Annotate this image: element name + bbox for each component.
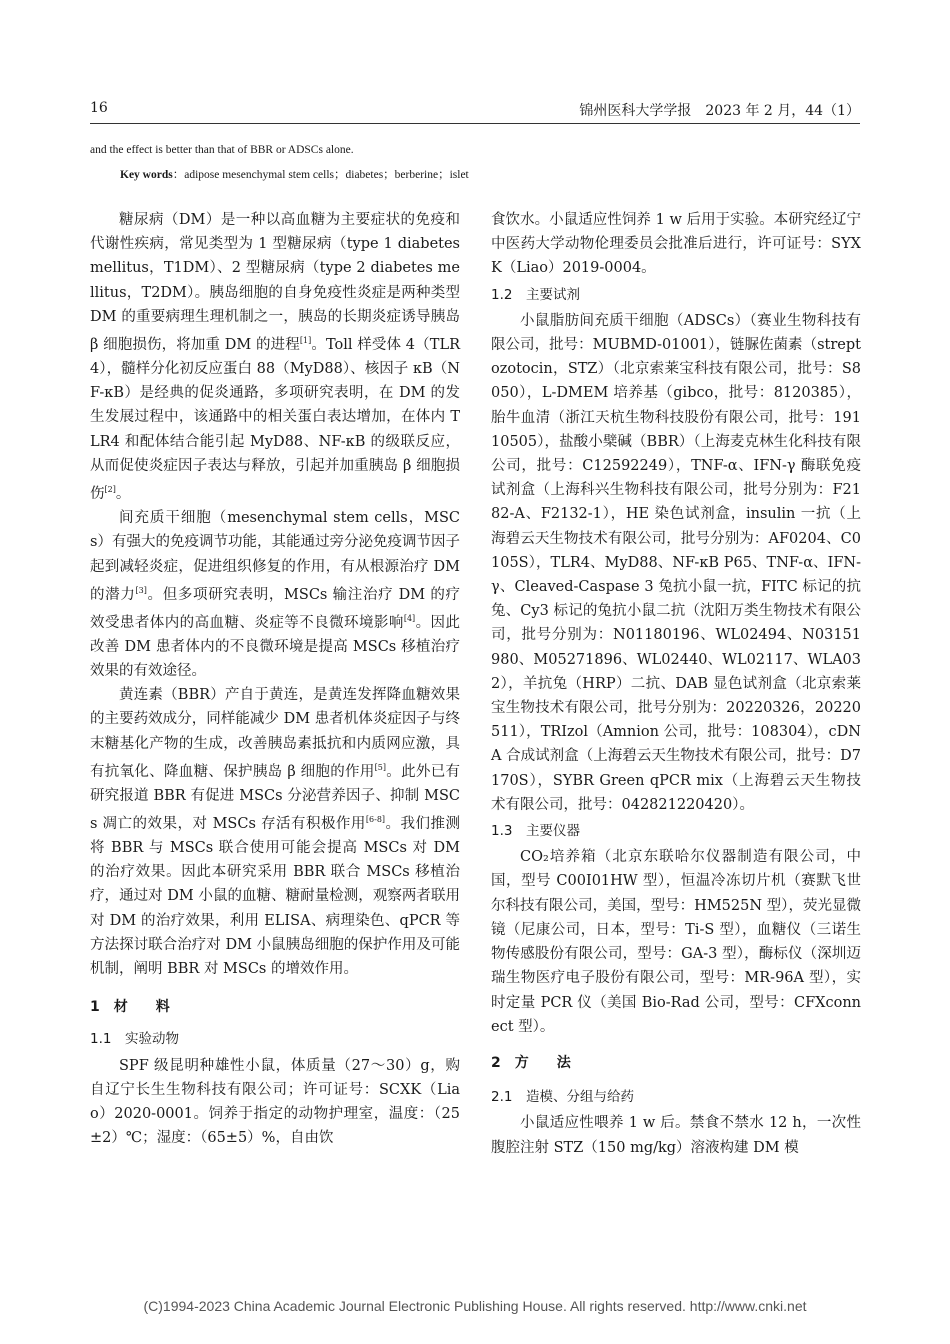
- keywords-text: ：adipose mesenchymal stem cells；diabetes；berberine；islet: [172, 169, 469, 181]
- citation: [6-8]: [365, 815, 386, 825]
- intro-paragraph-3: [90, 683, 460, 981]
- abstract-tail: and the effect is better than that of BBR or ADSCs alone.: [90, 144, 354, 156]
- subsection-heading-reagents: 1.2 主要试剂: [491, 286, 580, 303]
- citation: [4]: [403, 613, 416, 623]
- intro-paragraph-2: [90, 506, 460, 683]
- text-run: 。Toll 样受体 4（TLR4），髓样分化初反应蛋白 88（MyD88）、核因子 κB（NF-κB）是经典的促炎通路，多项研究表明，在 DM 的发生发展过程中，该通路中的相关蛋白表达增加，在体内 TLR4 和配体结合能引起 MyD88、NF-κB 的级联反应，从而促使炎症因子表达与释放，引起并加重胰岛 β 细胞损伤: [90, 336, 460, 502]
- text-run: 。此外已有研究报道 BBR 有促进 MSCs 分泌营养因子、抑制 MSCs 凋亡的效果，对 MSCs 存活有积极作用: [90, 763, 460, 832]
- citation: [2]: [104, 485, 116, 495]
- animals-paragraph-continued: 食饮水。小鼠适应性饲养 1 w 后用于实验。本研究经辽宁中医药大学动物伦理委员会批准后进行，许可证号：SYXK（Liao）2019-0004。: [491, 212, 861, 277]
- reagents-paragraph: 小鼠脂肪间充质干细胞（ADSCs）（赛业生物科技有限公司，批号：MUBMD-01001），链脲佐菌素（streptozotocin，STZ）（北京索莱宝科技有限公司，批号：S8050），L-DMEM 培养基（gibco，批号：8120385），胎牛血清（浙江天杭生物科技股份有限公司，批号：19110505），盐酸小檗碱（BBR）（上海麦克林生化科技有限公司，批号：C12592249），TNF-α、IFN-γ 酶联免疫试剂盒（上海科兴生物科技有限公司，批号分别为：F2182-A、F2132-1），HE 染色试剂盒，insulin 一抗（上海碧云天生物技术有限公司，批号分别为：AF0204、C0105S），TLR4、MyD88、NF-κB P65、TNF-α、IFN-γ、Cleaved-Caspase 3 兔抗小鼠一抗，FITC 标记的抗兔、Cy3 标记的兔抗小鼠二抗（沈阳万类生物技术有限公司，批号分别为：N01180196、WL02494、N03151980、M05271896、WL02440、WL02117、WLA032），羊抗兔（HRP）二抗、DAB 显色试剂盒（北京索莱宝生物技术有限公司，批号分别为：20220326，20220511），TRIzol（Amnion 公司，批号：108304），cDNA 合成试剂盒（上海碧云天生物技术有限公司，批号：D7170S），SYBR Green qPCR mix（上海碧云天生物技术有限公司，批号：042821220420）。: [491, 312, 861, 813]
- text-run: 。我们推测将 BBR 与 MSCs 联合使用可能会提高 MSCs 对 DM 的治疗效果。因此本研究采用 BBR 联合 MSCs 移植治疗，通过对 DM 小鼠的血糖、糖耐量检测，观察两者联用对 DM 的治疗效果，利用 ELISA、病理染色、qPCR 等方法探讨联合治疗对 DM 小鼠胰岛细胞的保护作用及可能机制，阐明 BBR 对 MSCs 的增效作用。: [90, 815, 460, 978]
- running-header: [90, 96, 860, 124]
- keywords-label: Key words: [120, 169, 173, 181]
- right-column: [491, 208, 861, 1160]
- section-heading-materials: 1 材 料: [90, 999, 170, 1016]
- citation: [1]: [299, 336, 312, 346]
- journal-citation: 锦州医科大学学报 2023 年 2 月，44（1）: [579, 103, 860, 119]
- section-heading-methods: 2 方 法: [491, 1054, 571, 1071]
- header-rule: [90, 123, 860, 124]
- subsection-heading-instruments: 1.3 主要仪器: [491, 823, 580, 840]
- intro-paragraph-1: [90, 208, 460, 506]
- copyright-footer: (C)1994-2023 China Academic Journal Electronic Publishing House. All rights reserved. http://www.cnki.net: [143, 1298, 807, 1314]
- text-run: 黄连素（BBR）产自于黄连，是黄连发挥降血糖效果的主要药效成分，同样能减少 DM 患者机体炎症因子与终末糖基化产物的生成，改善胰岛素抵抗和内质网应激，具有抗氧化、降血糖、保护胰岛 β 细胞的作用: [90, 687, 460, 780]
- animals-paragraph: SPF 级昆明种雄性小鼠，体质量（27～30）g，购自辽宁长生生物科技有限公司；许可证号：SCXK（Liao）2020-0001。饲养于指定的动物护理室，温度：（25±2）℃；湿度：（65±5）%，自由饮: [90, 1057, 460, 1147]
- text-run: 。但多项研究表明，MSCs 输注治疗 DM 的疗效受患者体内的高血糖、炎症等不良微环境影响: [90, 586, 461, 631]
- text-run: 。: [115, 485, 131, 502]
- keywords: [120, 166, 469, 182]
- modeling-paragraph: 小鼠适应性喂养 1 w 后。禁食不禁水 12 h，一次性腹腔注射 STZ（150 mg/kg）溶液构建 DM 模: [491, 1115, 861, 1156]
- text-run: 糖尿病（DM）是一种以高血糖为主要症状的免疫和代谢性疾病，常见类型为 1 型糖尿病（type 1 diabetes mellitus，T1DM）、2 型糖尿病（type 2 diabetes mellitus，T2DM）。胰岛细胞的自身免疫性炎症是两种类型 DM 的重要病理生理机制之一，胰岛的长期炎症诱导胰岛 β 细胞损伤，将加重 DM 的进程: [90, 212, 460, 353]
- page-number: 16: [90, 100, 108, 116]
- text-run: 。因此改善 DM 患者体内的不良微环境是提高 MSCs 移植治疗效果的有效途径。: [90, 614, 461, 679]
- text-run: 间充质干细胞（mesenchymal stem cells，MSCs）有强大的免疫调节功能，其能通过旁分泌免疫调节因子起到减轻炎症，促进组织修复的作用，有从根源治疗 DM 的潜力: [90, 510, 460, 603]
- left-column: [90, 208, 460, 1150]
- instruments-paragraph: CO₂培养箱（北京东联哈尔仪器制造有限公司，中国，型号 C00I01HW 型），恒温冷冻切片机（赛默飞世尔科技有限公司，美国，型号：HM525N 型），荧光显微镜（尼康公司，日本，型号：Ti-S 型），血糖仪（三诺生物传感股份有限公司，型号：GA-3 型），酶标仪（深圳迈瑞生物医疗电子股份有限公司，型号：MR-96A 型），实时定量 PCR 仪（美国 Bio-Rad 公司，型号：CFXconnect 型）。: [491, 849, 861, 1035]
- subsection-heading-animals: 1.1 实验动物: [90, 1031, 179, 1048]
- subsection-heading-modeling: 2.1 造模、分组与给药: [491, 1089, 634, 1106]
- citation: [3]: [135, 585, 147, 595]
- citation: [5]: [374, 762, 386, 772]
